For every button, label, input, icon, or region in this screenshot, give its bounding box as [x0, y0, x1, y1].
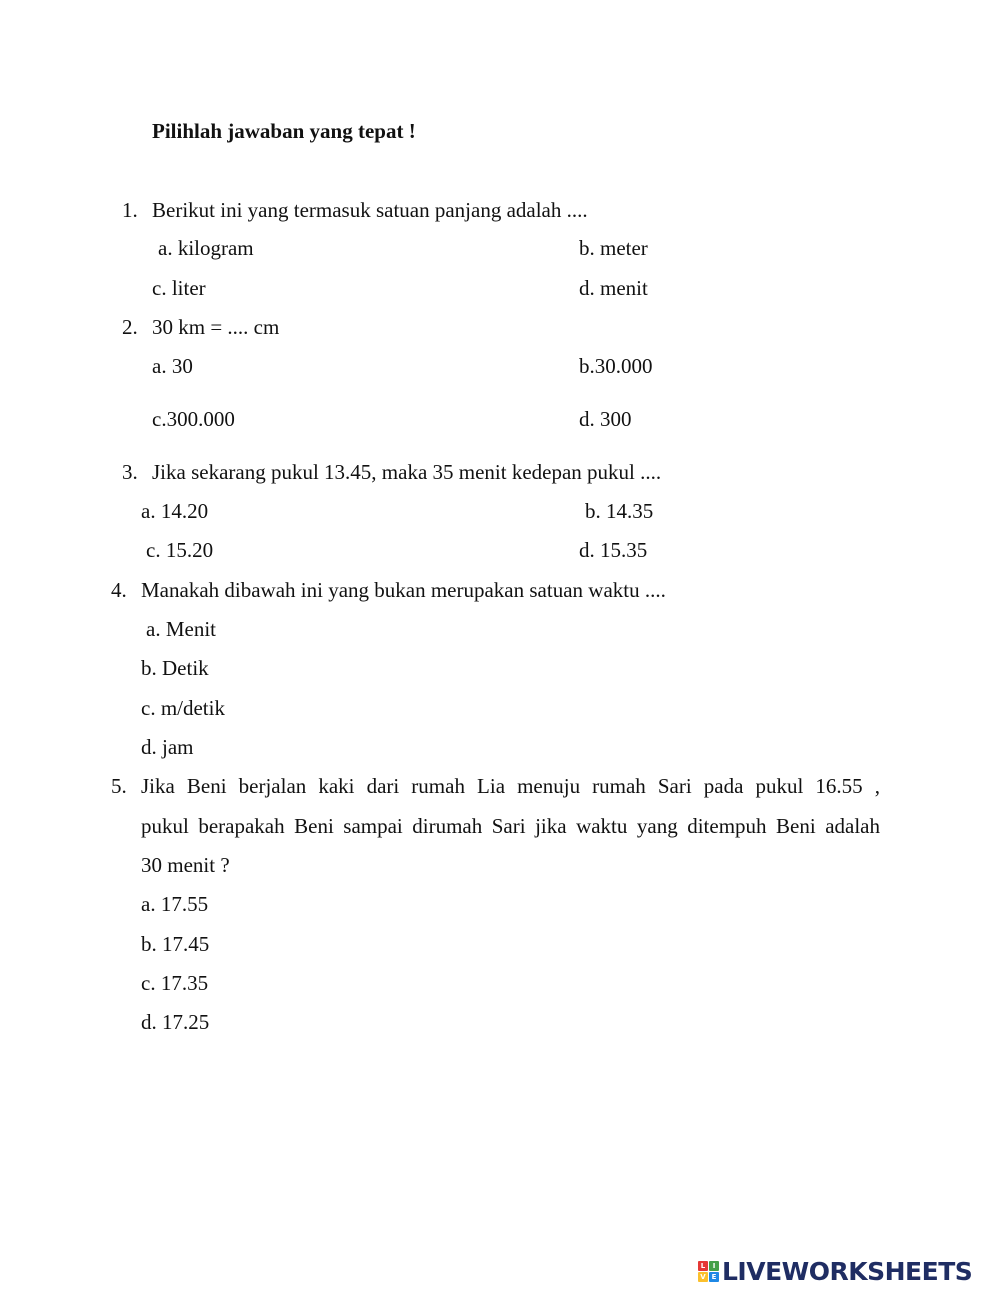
- question-1-option-d: d. menit: [579, 276, 648, 300]
- logo-letter-e: E: [709, 1272, 719, 1282]
- question-4-text: Manakah dibawah ini yang bukan merupakan satuan waktu ....: [141, 578, 666, 602]
- question-2-option-d: d. 300: [579, 407, 632, 431]
- logo-letter-l: L: [698, 1261, 708, 1271]
- live-grid-icon: [698, 1261, 719, 1282]
- question-1-option-b: b. meter: [579, 236, 648, 260]
- question-4-option-d: d. jam: [141, 735, 194, 759]
- question-2-option-b: b.30.000: [579, 354, 653, 378]
- question-4-number: 4.: [111, 578, 127, 602]
- question-4-option-c: c. m/detik: [141, 696, 225, 720]
- question-3-option-a: a. 14.20: [141, 499, 209, 523]
- question-5-text-line-1: Jika Beni berjalan kaki dari rumah Lia menuju rumah Sari pada pukul 16.55 ,: [141, 774, 880, 798]
- question-3-option-b: b. 14.35: [585, 499, 654, 523]
- instruction-heading: Pilihlah jawaban yang tepat !: [152, 119, 416, 143]
- question-2-option-a: a. 30: [152, 354, 193, 378]
- question-5-option-c: c. 17.35: [141, 971, 209, 995]
- question-5-option-a: a. 17.55: [141, 892, 209, 916]
- question-5-option-b: b. 17.45: [141, 932, 210, 956]
- question-4-option-b: b. Detik: [141, 656, 209, 680]
- question-1-number: 1.: [122, 198, 138, 222]
- question-5-text-line-2: pukul berapakah Beni sampai dirumah Sari jika waktu yang ditempuh Beni adalah: [141, 814, 880, 838]
- liveworksheets-logo: [698, 1258, 972, 1284]
- question-1-option-a: a. kilogram: [158, 236, 254, 260]
- logo-text: LIVEWORKSHEETS: [722, 1256, 973, 1286]
- question-1-text: Berikut ini yang termasuk satuan panjang adalah ....: [152, 198, 588, 222]
- question-3-number: 3.: [122, 460, 138, 484]
- logo-letter-v: V: [698, 1272, 708, 1282]
- question-1-option-c: c. liter: [152, 276, 206, 300]
- question-3-text: Jika sekarang pukul 13.45, maka 35 menit kedepan pukul ....: [152, 460, 662, 484]
- question-2-text: 30 km = .... cm: [152, 315, 280, 339]
- question-3-option-c: c. 15.20: [146, 538, 214, 562]
- question-2-number: 2.: [122, 315, 138, 339]
- question-4-option-a: a. Menit: [146, 617, 216, 641]
- question-3-option-d: d. 15.35: [579, 538, 648, 562]
- question-5-option-d: d. 17.25: [141, 1010, 210, 1034]
- question-2-option-c: c.300.000: [152, 407, 235, 431]
- question-5-text-line-3: 30 menit ?: [141, 853, 230, 877]
- question-5-number: 5.: [111, 774, 127, 798]
- logo-letter-i: I: [709, 1261, 719, 1271]
